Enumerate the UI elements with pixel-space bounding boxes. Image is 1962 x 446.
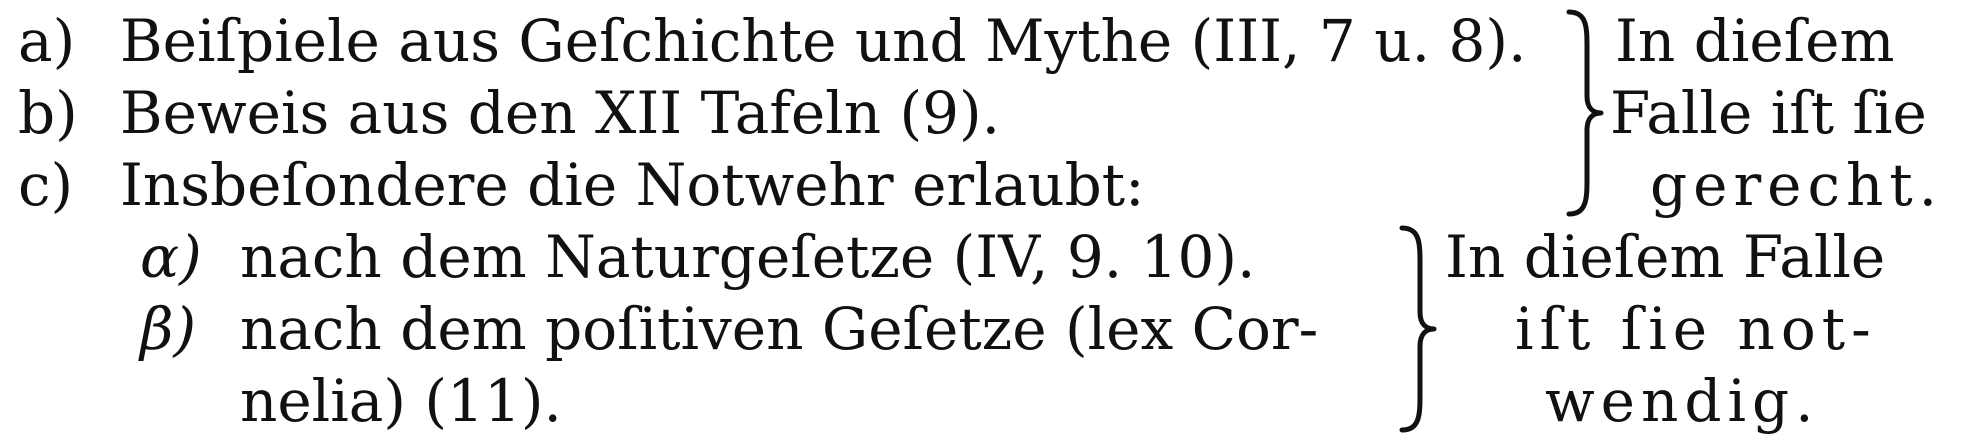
- item-marker-b: b): [18, 79, 78, 147]
- note-group-1-line-3: gerecht.: [1650, 151, 1944, 219]
- note-group-1-line-2: Falle iſt ſie: [1610, 79, 1927, 147]
- item-text-b: Beweis aus den XII Tafeln (9).: [120, 79, 1001, 147]
- item-text-beta: nach dem poſitiven Geſetze (lex Cor-: [240, 295, 1319, 363]
- note-group-1-line-1: In dieſem: [1615, 7, 1895, 75]
- item-text-c: Insbeſondere die Notwehr erlaubt:: [120, 151, 1145, 219]
- item-text-alpha: nach dem Naturgeſetze (IV, 9. 10).: [240, 223, 1256, 291]
- note-group-2-line-3: wendig.: [1545, 367, 1820, 435]
- item-text-beta-continuation: nelia) (11).: [240, 367, 562, 435]
- note-group-2-line-2: iſt ſie not-: [1515, 295, 1877, 363]
- note-group-2-line-1: In dieſem Falle: [1445, 223, 1886, 291]
- item-marker-c: c): [18, 151, 74, 219]
- brace-group-1: [1565, 8, 1605, 218]
- item-text-a: Beiſpiele aus Geſchichte und Mythe (III, 7 u. 8).: [120, 7, 1527, 75]
- item-marker-a: a): [18, 7, 76, 75]
- brace-group-2: [1398, 224, 1438, 434]
- item-marker-alpha: α): [140, 223, 202, 291]
- item-marker-beta: β): [140, 295, 197, 363]
